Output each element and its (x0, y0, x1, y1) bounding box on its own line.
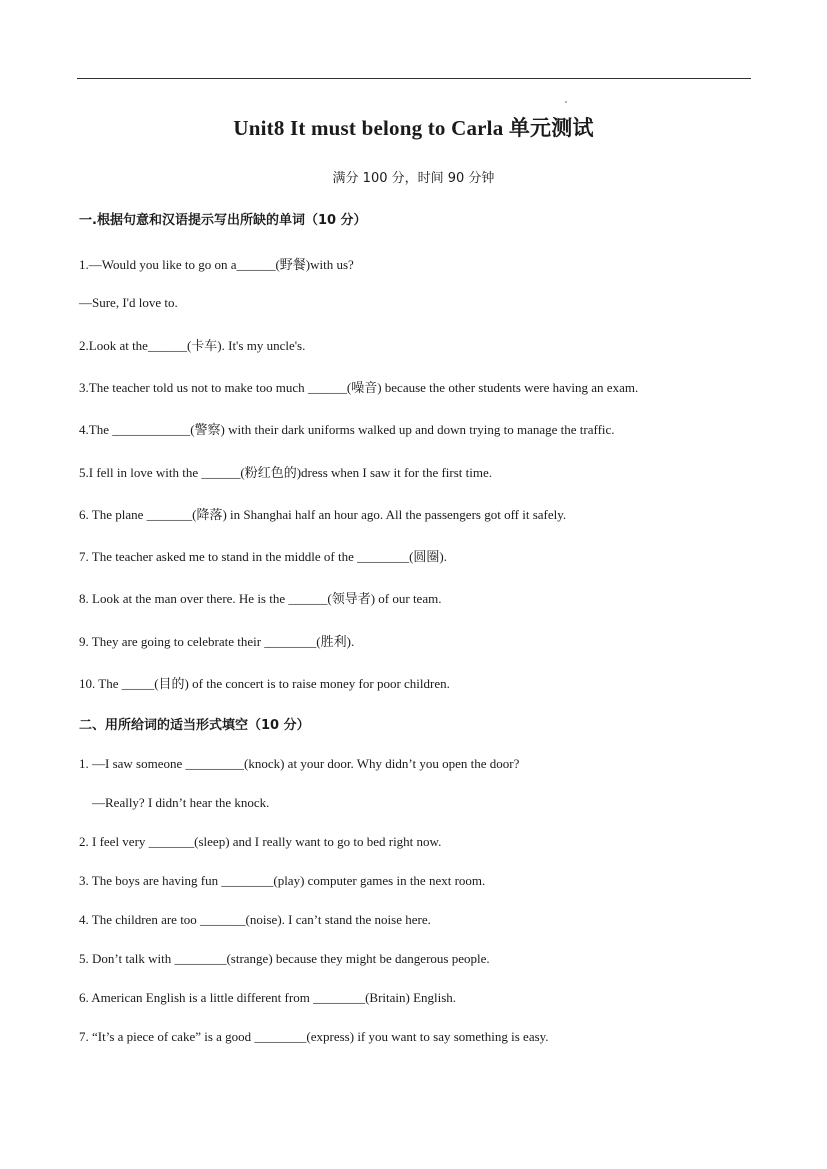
question-line: 6. American English is a little different from ________(Britain) English. (79, 990, 457, 1005)
stray-dot (565, 101, 567, 103)
question-line: 1. —I saw someone _________(knock) at your door. Why didn’t you open the door? (79, 756, 520, 771)
question-line: 10. The _____(目的) of the concert is to raise money for poor children. (79, 676, 450, 691)
question-line: 8. Look at the man over there. He is the ______(领导者) of our team. (79, 591, 442, 606)
question-line: 5. Don’t talk with ________(strange) because they might be dangerous people. (79, 951, 490, 966)
question-line: —Really? I didn’t hear the knock. (92, 795, 270, 810)
question-line: 4.The ____________(警察) with their dark uniforms walked up and down trying to manage the traffic. (79, 422, 615, 437)
question-line: 5.I fell in love with the ______(粉红色的)dress when I saw it for the first time. (79, 465, 493, 480)
question-line: 9. They are going to celebrate their ________(胜利). (79, 634, 355, 649)
question-line: —Sure, I'd love to. (79, 295, 178, 310)
question-line: 3.The teacher told us not to make too much ______(噪音) because the other students were having an exam. (79, 380, 639, 395)
question-line: 4. The children are too _______(noise). I can’t stand the noise here. (79, 912, 431, 927)
question-line: 2.Look at the______(卡车). It's my uncle's. (79, 338, 306, 353)
question-line: 2. I feel very _______(sleep) and I really want to go to bed right now. (79, 834, 442, 849)
page-subtitle: 满分 100 分，时间 90 分钟 (332, 171, 495, 186)
page-title: Unit8 It must belong to Carla 单元测试 (233, 116, 594, 140)
question-line: 6. The plane _______(降落) in Shanghai half an hour ago. All the passengers got off it safely. (79, 507, 567, 522)
question-line: 7. The teacher asked me to stand in the middle of the ________(圆圈). (79, 549, 447, 564)
section-2-heading: 二、用所给词的适当形式填空（10 分） (79, 718, 310, 733)
section-1-heading: 一.根据句意和汉语提示写出所缺的单词（10 分） (79, 213, 367, 228)
question-line: 1.—Would you like to go on a______(野餐)with us? (79, 257, 354, 272)
question-line: 7. “It’s a piece of cake” is a good ________(express) if you want to say something is easy. (79, 1029, 549, 1044)
header-rule (77, 78, 751, 79)
question-line: 3. The boys are having fun ________(play) computer games in the next room. (79, 873, 486, 888)
